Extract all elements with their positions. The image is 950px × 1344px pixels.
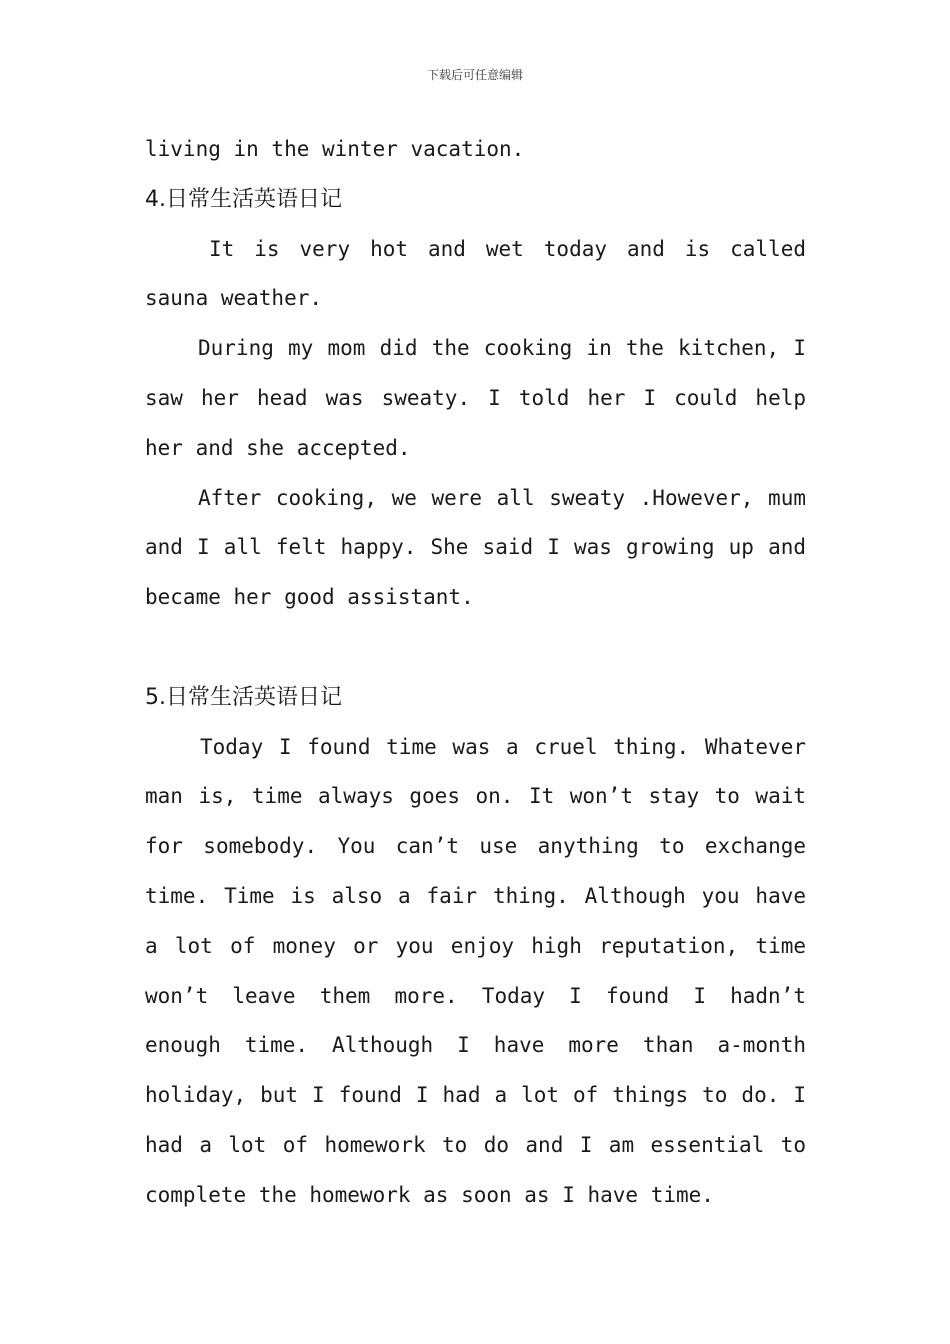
text-line: her and she accepted. — [145, 435, 411, 460]
section-heading-4: 4.日常生活英语日记 — [145, 186, 342, 212]
text-line: a lot of money or you enjoy high reputation, time — [145, 933, 806, 958]
text-line: During my mom did the cooking in the kitchen, I — [198, 336, 806, 361]
text-line: had a lot of homework to do and I am essential to — [145, 1132, 806, 1157]
text-line: became her good assistant. — [145, 585, 474, 610]
text-line: Today I found time was a cruel thing. Whatever — [200, 734, 806, 759]
blank-line — [145, 623, 806, 673]
text-line: time. Time is also a fair thing. Although you have — [145, 883, 806, 908]
text-line: sauna weather. — [145, 286, 323, 311]
document-body — [145, 125, 806, 1221]
text-line: won’t leave them more. Today I found I hadn’t — [145, 983, 806, 1008]
text-line: It is very hot and wet today and is called — [209, 236, 806, 261]
page-header: 下载后可任意编辑 — [426, 68, 523, 82]
text-line: holiday, but I found I had a lot of things to do. I — [145, 1083, 806, 1108]
text-line: for somebody. You can’t use anything to exchange — [145, 834, 806, 859]
text-line: After cooking, we were all sweaty .However, mum — [198, 485, 806, 510]
text-line: living in the winter vacation. — [145, 137, 525, 161]
section-heading-5: 5.日常生活英语日记 — [145, 684, 342, 710]
text-line: enough time. Although I have more than a-month — [145, 1033, 806, 1058]
text-line: saw her head was sweaty. I told her I could help — [145, 385, 806, 410]
text-line: man is, time always goes on. It won’t stay to wait — [145, 784, 806, 809]
text-line: complete the homework as soon as I have time. — [145, 1182, 714, 1207]
text-line: and I all felt happy. She said I was growing up and — [145, 535, 806, 560]
